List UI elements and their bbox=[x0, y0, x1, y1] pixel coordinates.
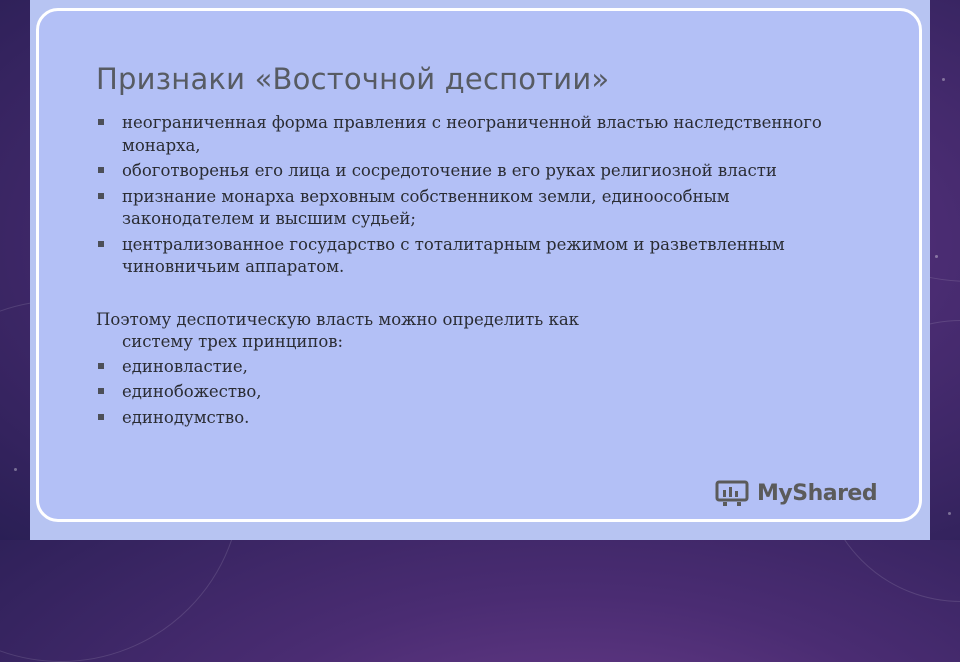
list-item bbox=[96, 381, 826, 404]
list-item bbox=[96, 160, 826, 183]
list-item-text: централизованное государство с тоталитарным режимом и разветвленным чиновничьим аппаратом. bbox=[122, 234, 785, 276]
background-dot bbox=[948, 512, 951, 515]
list-item-text: обоготворенья его лица и сосредоточение в его руках религиозной власти bbox=[122, 161, 777, 180]
square-bullet-icon bbox=[98, 167, 104, 173]
myshared-logo-icon bbox=[713, 478, 751, 508]
paragraph-line: систему трех принципов: bbox=[122, 332, 344, 351]
watermark-text: MyShared bbox=[757, 480, 878, 506]
list-item bbox=[96, 356, 826, 379]
square-bullet-icon bbox=[98, 193, 104, 199]
square-bullet-icon bbox=[98, 363, 104, 369]
square-bullet-icon bbox=[98, 388, 104, 394]
list-item bbox=[96, 234, 826, 279]
myshared-watermark bbox=[713, 476, 877, 510]
list-item-text: признание монарха верховным собственником земли, единоособным законодателем и высшим судьей; bbox=[122, 186, 730, 228]
list-item-text: единодумство. bbox=[122, 407, 250, 427]
square-bullet-icon bbox=[98, 119, 104, 125]
principles-list bbox=[96, 356, 826, 430]
list-item bbox=[96, 407, 826, 430]
square-bullet-icon bbox=[98, 241, 104, 247]
list-item-text: неограниченная форма правления с неограниченной властью наследственного монарха, bbox=[122, 113, 822, 155]
list-item-text: единобожество, bbox=[122, 382, 262, 401]
list-item-text: единовластие, bbox=[122, 356, 248, 376]
slide-title: Признаки «Восточной деспотии» bbox=[96, 62, 610, 96]
square-bullet-icon bbox=[98, 414, 104, 420]
list-item bbox=[96, 112, 826, 157]
list-item bbox=[96, 186, 826, 231]
background-dot bbox=[942, 78, 945, 81]
conclusion-paragraph bbox=[96, 309, 826, 354]
background-dot bbox=[935, 255, 938, 258]
slide-body bbox=[96, 112, 826, 432]
paragraph-line: Поэтому деспотическую власть можно определить как bbox=[96, 309, 579, 329]
features-list bbox=[96, 112, 826, 279]
background-dot bbox=[14, 468, 17, 471]
